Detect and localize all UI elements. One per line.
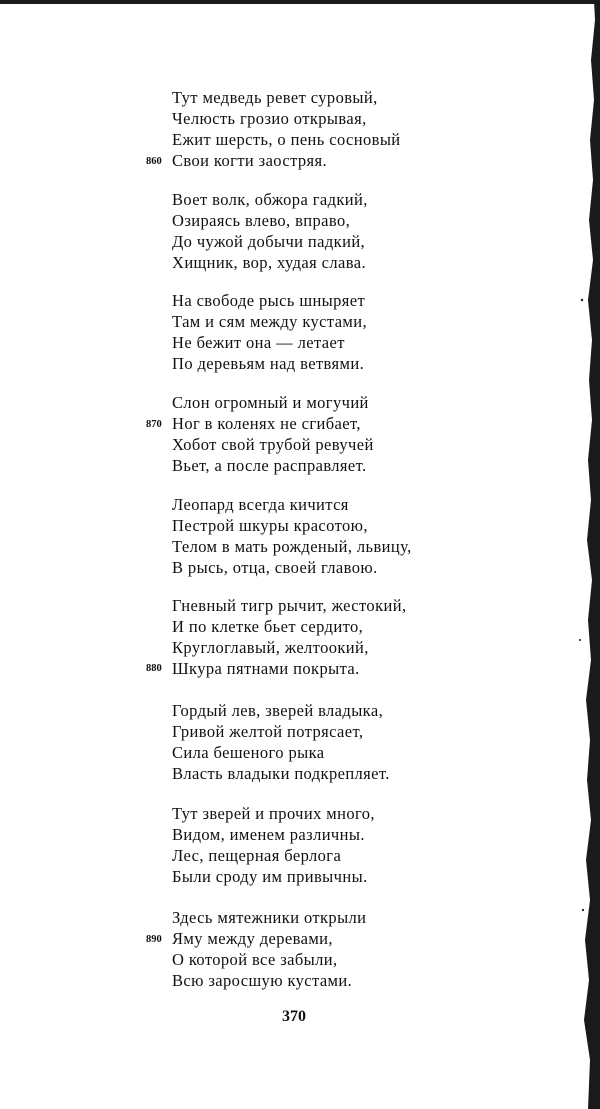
- verse-line: Леопард всегда кичится: [172, 495, 349, 514]
- verse-line: Не бежит она — летает: [172, 333, 345, 352]
- verse-line: Видом, именем различны.: [172, 825, 365, 844]
- verse-line: В рысь, отца, своей главою.: [172, 558, 378, 577]
- verse-line: Гривой желтой потрясает,: [172, 722, 364, 741]
- verse-line: Хобот свой трубой ревучей: [172, 435, 374, 454]
- verse-line: Ног в коленях не сгибает,: [172, 414, 361, 433]
- line-number: 890: [146, 934, 162, 945]
- line-number: 870: [146, 419, 162, 430]
- line-number: 860: [146, 156, 162, 167]
- verse-line: Шкура пятнами покрыта.: [172, 659, 360, 678]
- verse-line: На свободе рысь шныряет: [172, 291, 366, 310]
- verse-line: Тут медведь ревет суровый,: [172, 88, 378, 107]
- verse-line: Озираясь влево, вправо,: [172, 211, 351, 230]
- verse-line: Сила бешеного рыка: [172, 743, 325, 762]
- verse-line: Вьет, а после расправляет.: [172, 456, 367, 475]
- verse-line: Слон огромный и могучий: [172, 393, 369, 412]
- verse-line: О которой все забыли,: [172, 950, 338, 969]
- verse-line: Круглоглавый, желтоокий,: [172, 638, 369, 657]
- verse-line: Челюсть грозио открывая,: [172, 109, 367, 128]
- verse-line: Были сроду им привычны.: [172, 867, 368, 886]
- verse-line: Хищник, вор, худая слава.: [172, 253, 366, 272]
- verse-line: Гневный тигр рычит, жестокий,: [172, 596, 407, 615]
- verse-line: Тут зверей и прочих много,: [172, 804, 375, 823]
- verse-line: Здесь мятежники открыли: [172, 908, 367, 927]
- verse-line: Всю заросшую кустами.: [172, 971, 353, 990]
- verse-line: И по клетке бьет сердито,: [172, 617, 364, 636]
- verse-line: По деревьям над ветвями.: [172, 354, 365, 373]
- verse-line: Власть владыки подкрепляет.: [172, 764, 390, 783]
- verse-line: Яму между деревами,: [172, 929, 333, 948]
- verse-line: Пестрой шкуры красотою,: [172, 516, 368, 535]
- verse-line: Телом в мать рожденый, львицу,: [172, 537, 412, 556]
- verse-line: До чужой добычи падкий,: [172, 232, 366, 251]
- page-number: 370: [282, 1008, 306, 1025]
- line-number: 880: [146, 663, 162, 674]
- verse-line: Свои когти заостряя.: [172, 151, 328, 170]
- verse-line: Гордый лев, зверей владыка,: [172, 701, 384, 720]
- verse-line: Лес, пещерная берлога: [172, 846, 342, 865]
- verse-line: Ежит шерсть, о пень сосновый: [172, 130, 401, 149]
- verse-line: Там и сям между кустами,: [172, 312, 368, 331]
- verse-line: Воет волк, обжора гадкий,: [172, 190, 368, 209]
